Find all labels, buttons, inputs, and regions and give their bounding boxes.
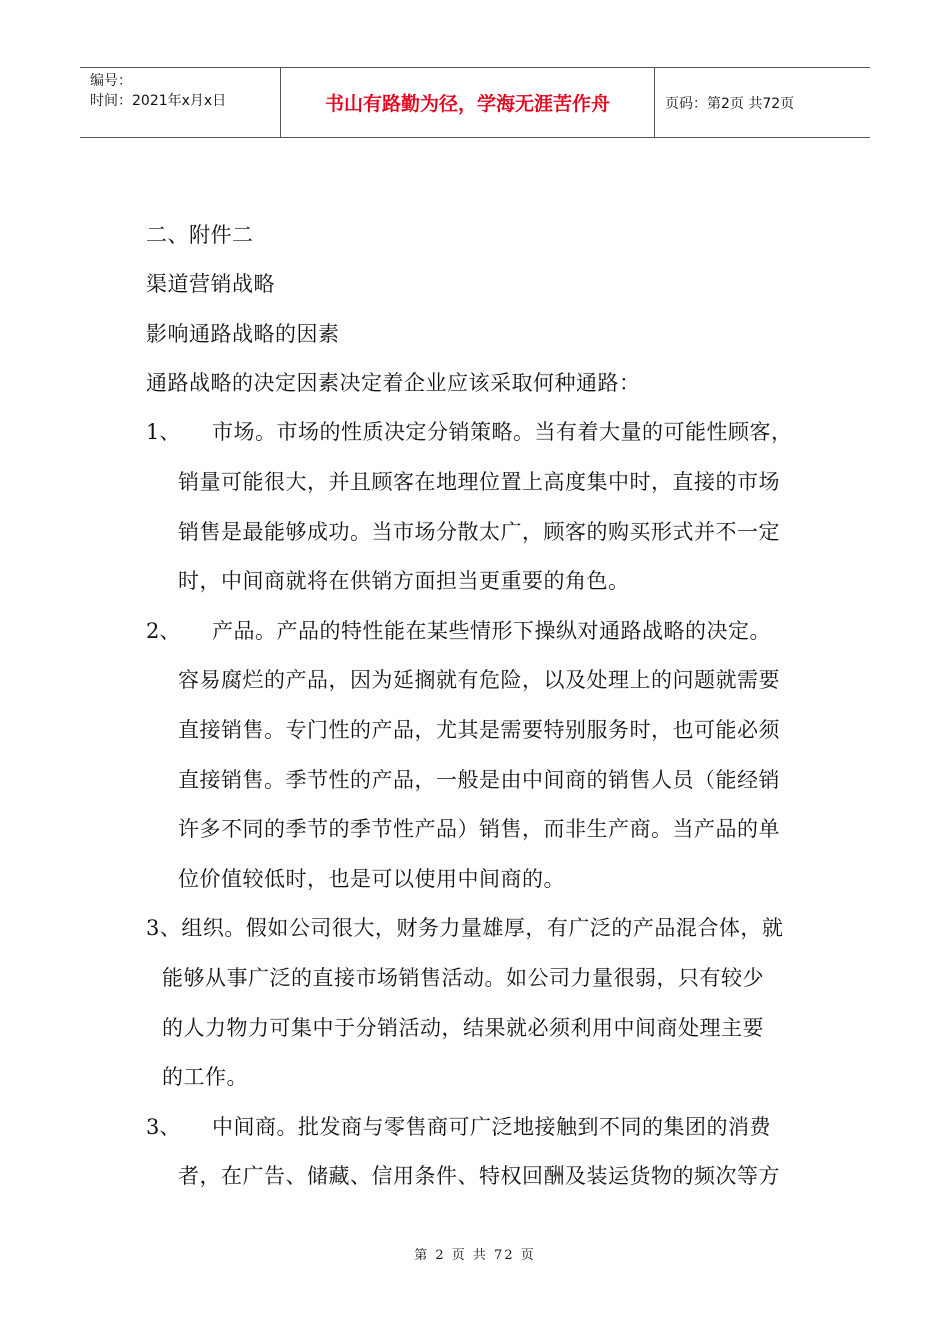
list-item-line: 者，在广告、储藏、信用条件、特权回酬及装运货物的频次等方 xyxy=(178,1164,780,1188)
list-item-line: 容易腐烂的产品，因为延搁就有危险，以及处理上的问题就需要 xyxy=(178,668,780,692)
header-motto: 书山有路勤为径，学海无涯苦作舟 xyxy=(281,68,655,137)
list-item-line: 的人力物力可集中于分销活动，结果就必须利用中间商处理主要 xyxy=(162,1016,764,1040)
list-item-line: 销售是最能够成功。当市场分散太广，顾客的购买形式并不一定 xyxy=(178,520,780,544)
header-meta xyxy=(80,68,281,137)
list-item-line: 销量可能很大，并且顾客在地理位置上高度集中时，直接的市场 xyxy=(178,470,780,494)
list-item-line: 市场。市场的性质决定分销策略。当有着大量的可能性顾客， xyxy=(212,420,793,444)
page-footer: 第 2 页 共 72 页 xyxy=(414,1248,536,1263)
list-item-line: 产品。产品的特性能在某些情形下操纵对通路战略的决定。 xyxy=(212,619,771,643)
subsection-title: 渠道营销战略 xyxy=(146,272,275,296)
list-item-line: 时，中间商就将在供销方面担当更重要的角色。 xyxy=(178,569,630,593)
list-item-number: 3、 xyxy=(146,1115,181,1139)
subsection-subtitle: 影响通路战略的因素 xyxy=(146,322,340,346)
page-header xyxy=(80,67,870,138)
document-number-label: 编号： xyxy=(90,73,132,89)
document-date: 时间：2021年x月x日 xyxy=(90,93,227,109)
section-heading: 二、附件二 xyxy=(146,223,254,247)
list-item-line: 能够从事广泛的直接市场销售活动。如公司力量很弱，只有较少 xyxy=(162,966,764,990)
list-item-line: 直接销售。季节性的产品，一般是由中间商的销售人员（能经销 xyxy=(178,768,780,792)
list-item-line: 3、组织。假如公司很大，财务力量雄厚，有广泛的产品混合体，就 xyxy=(146,916,784,940)
list-item-line: 许多不同的季节的季节性产品）销售，而非生产商。当产品的单 xyxy=(178,817,780,841)
list-item-number: 1、 xyxy=(146,420,181,444)
list-item-line: 直接销售。专门性的产品，尤其是需要特别服务时，也可能必须 xyxy=(178,718,780,742)
list-item-line: 中间商。批发商与零售商可广泛地接触到不同的集团的消费 xyxy=(212,1115,771,1139)
list-item-number: 2、 xyxy=(146,619,181,643)
list-item-line: 的工作。 xyxy=(162,1065,248,1089)
header-page-info: 页码：第2页 共72页 xyxy=(665,95,795,112)
list-item-line: 位价值较低时，也是可以使用中间商的。 xyxy=(178,867,565,891)
intro-paragraph: 通路战略的决定因素决定着企业应该采取何种通路： xyxy=(146,371,641,395)
